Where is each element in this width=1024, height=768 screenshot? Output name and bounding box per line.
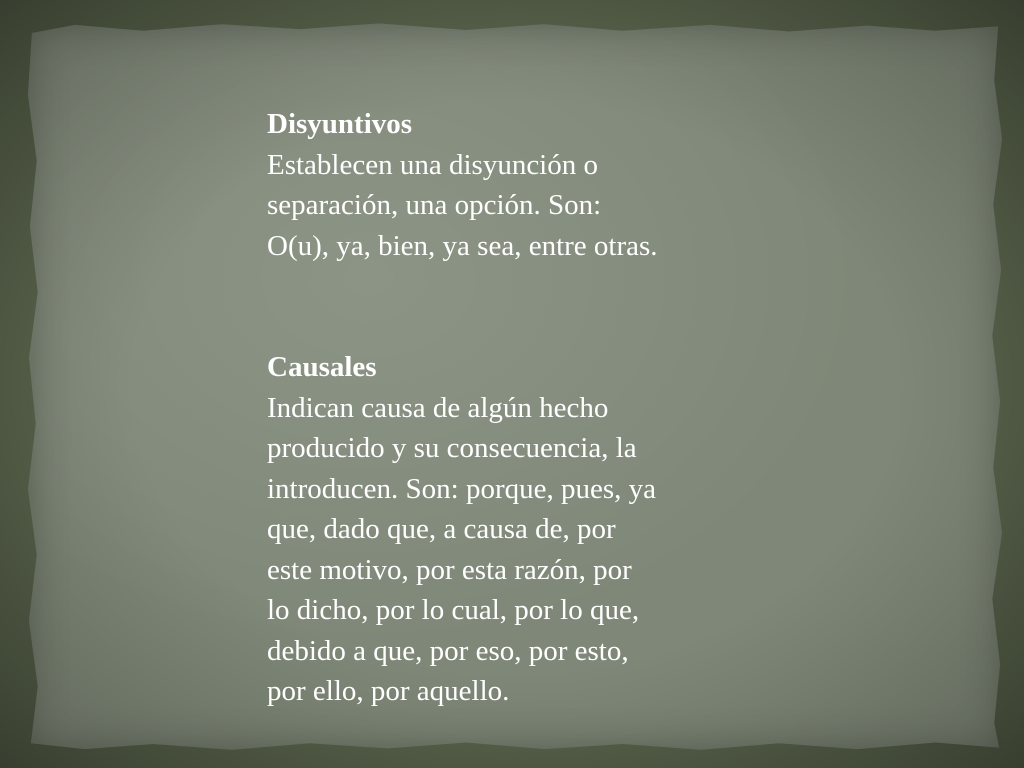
section-heading-disyuntivos: Disyuntivos (267, 108, 413, 140)
section-line: producido y su consecuencia, la (267, 432, 637, 464)
section-line: que, dado que, a causa de, por (267, 513, 616, 545)
section-line: O(u), ya, bien, ya sea, entre otras. (267, 229, 658, 262)
section-spacer (267, 266, 787, 347)
section-line: Establecen una disyunción o (267, 148, 598, 181)
section-line: introducen. Son: porque, pues, ya (267, 472, 657, 505)
section-line: lo dicho, por lo cual, por lo que, (267, 594, 640, 626)
section-line: por ello, por aquello. (267, 675, 510, 707)
slide-text (267, 104, 787, 712)
section-line: este motivo, por esta razón, por (267, 553, 632, 586)
section-line: Indican causa de algún hecho (267, 391, 609, 424)
section-heading-causales: Causales (267, 351, 377, 383)
section-line: debido a que, por eso, por esto, (267, 634, 629, 667)
section-line: separación, una opción. Son: (267, 189, 602, 221)
